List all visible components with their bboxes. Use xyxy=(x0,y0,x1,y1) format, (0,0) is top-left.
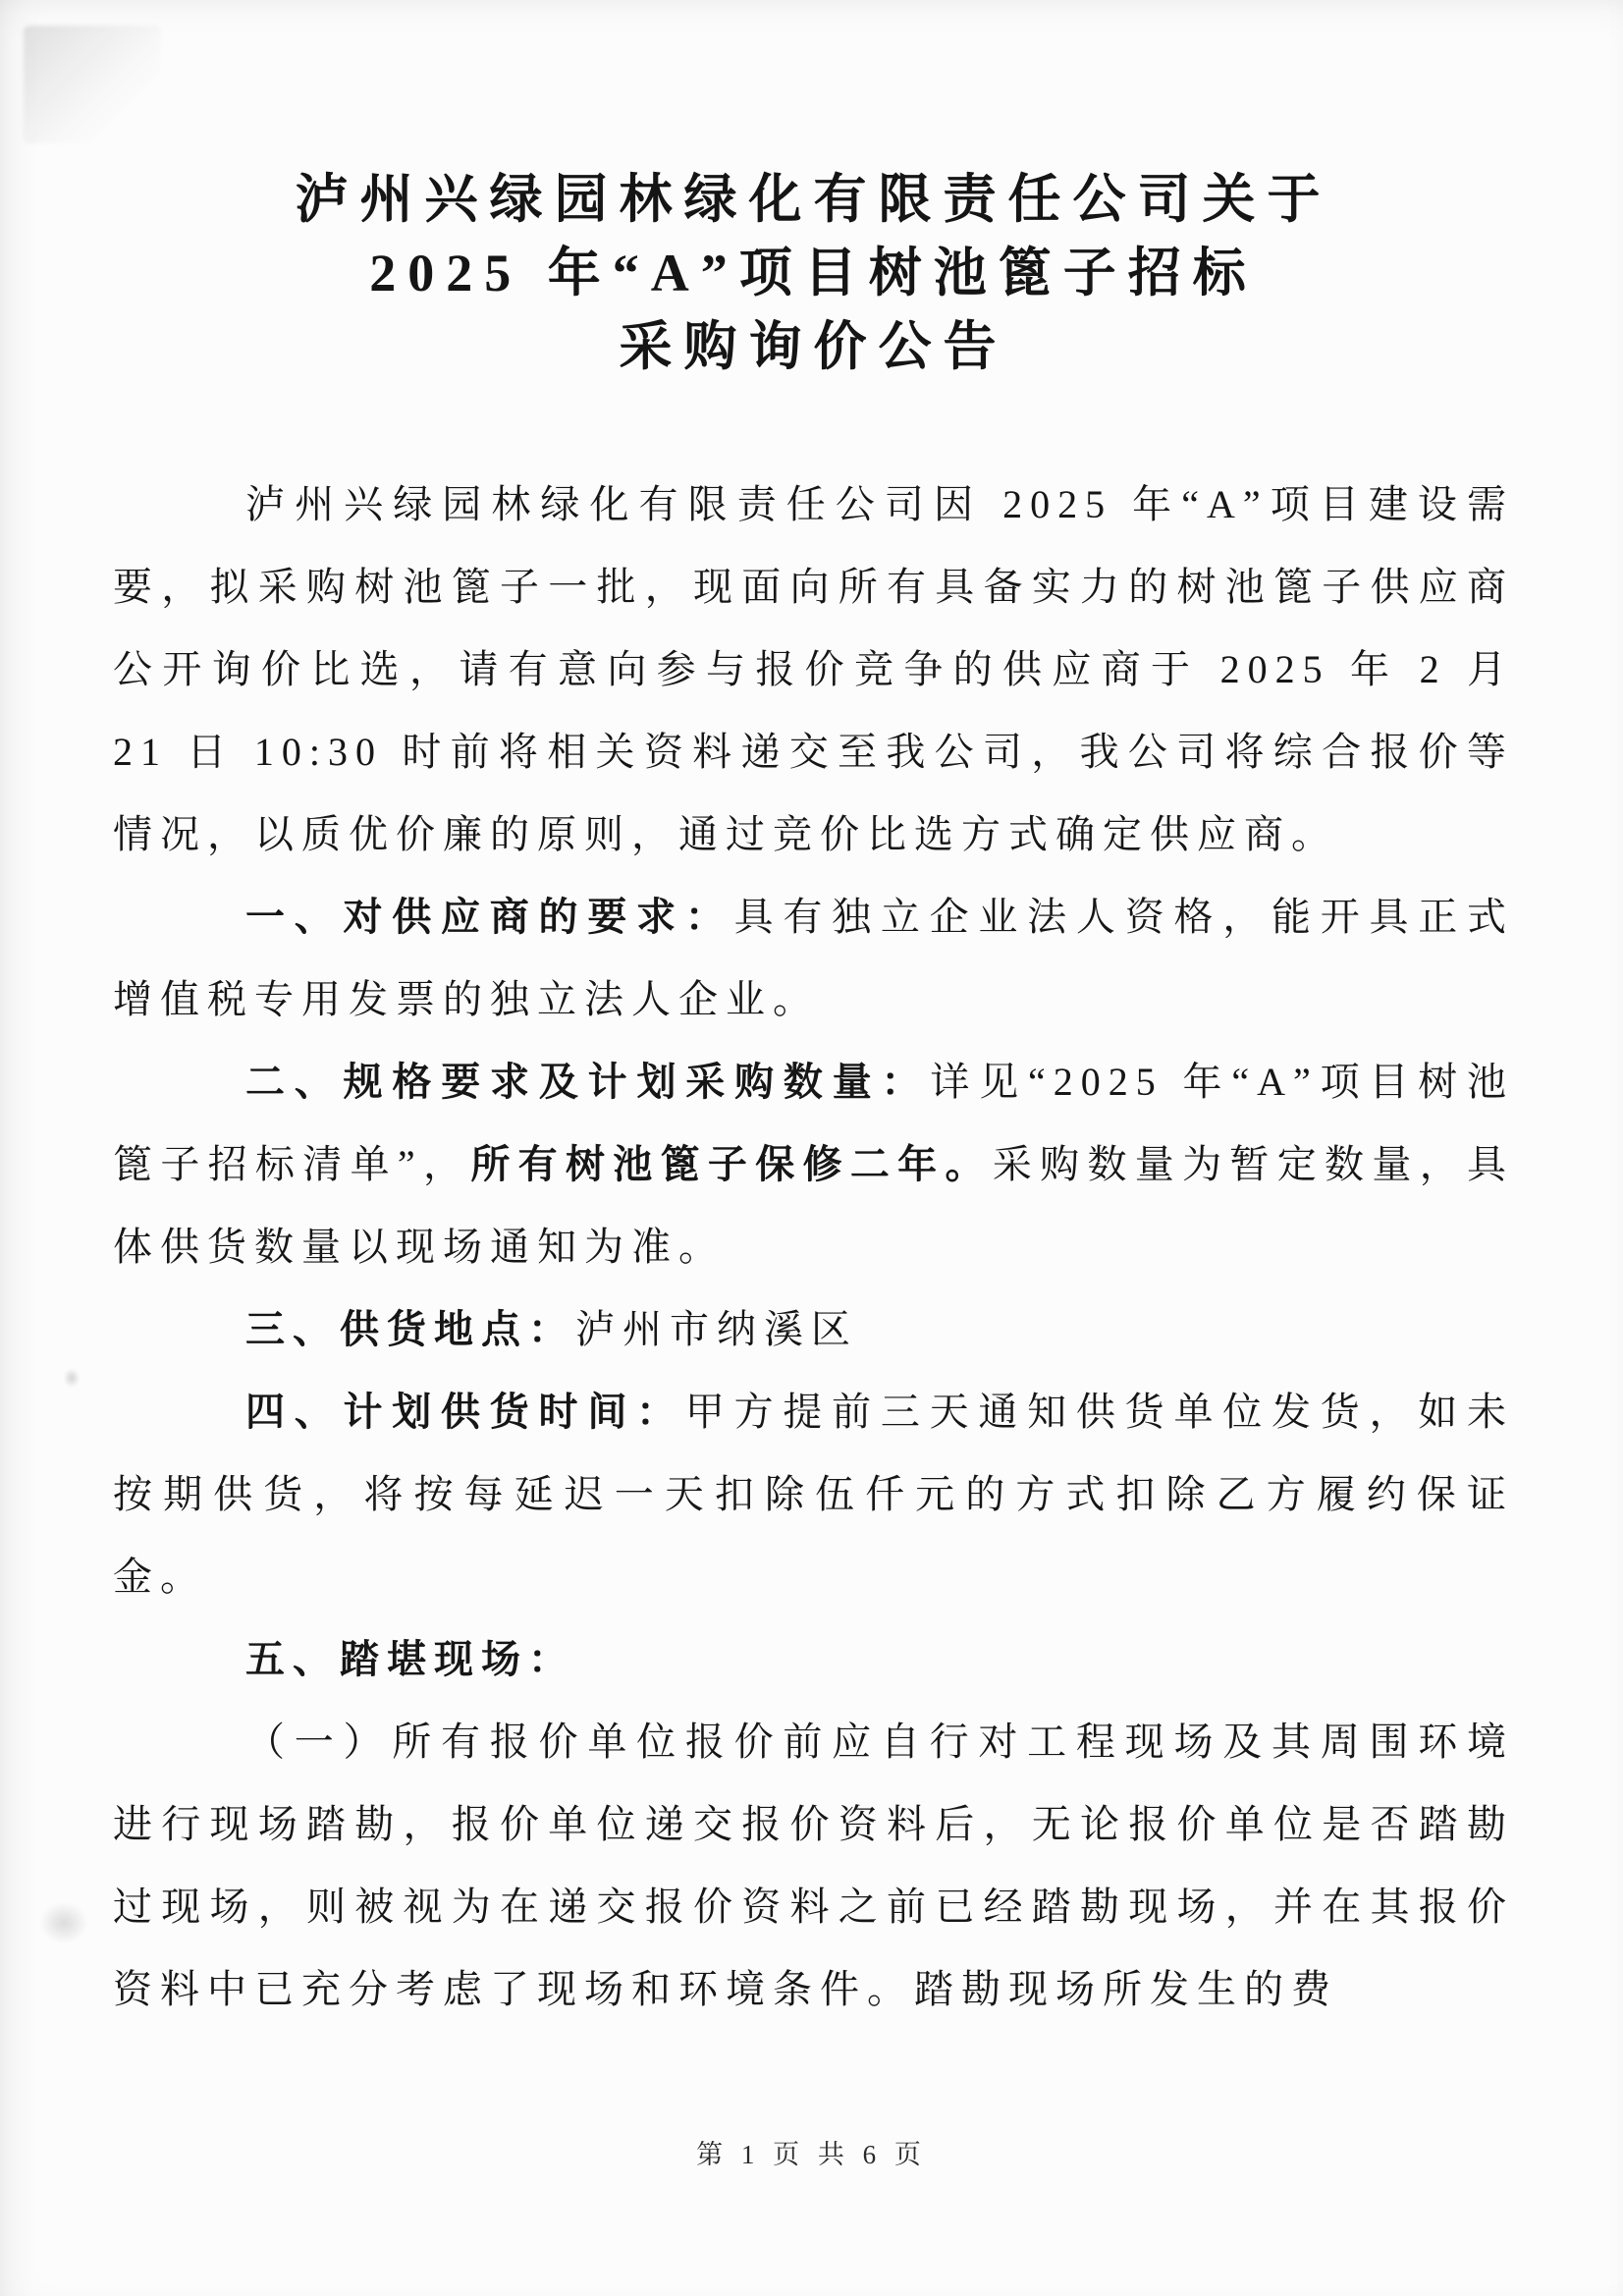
document-body xyxy=(113,464,1514,2031)
section-3-text: 泸州市纳溪区 xyxy=(575,1307,858,1351)
intro-paragraph xyxy=(113,464,1514,876)
document-title xyxy=(113,163,1514,384)
section-3-heading: 三、供货地点： xyxy=(245,1307,575,1351)
intro-text: 泸州兴绿园林绿化有限责任公司因 2025 年“A”项目建设需要，拟采购树池篦子一批，现面向所有具备实力的树池篦子供应商公开询价比选，请有意向参与报价竞争的供应商于 2025 年 2 月 21 日 10:30 时前将相关资料递交至我公司，我公司将综合报价等情况，以质优价廉的原则，通过竞价比选方式确定供应商。 xyxy=(113,482,1514,856)
section-5-heading: 五、踏堪现场： xyxy=(245,1637,575,1681)
scan-mark-artifact xyxy=(61,1365,82,1391)
section-1-text: 具有独立企业法人资格，能开具正式增值税专用发票的独立法人企业。 xyxy=(113,895,1515,1021)
section-3-paragraph xyxy=(113,1288,1514,1371)
scan-smudge-artifact xyxy=(29,1893,98,1952)
section-4-heading: 四、计划供货时间： xyxy=(245,1390,685,1434)
title-line-1: 泸州兴绿园林绿化有限责任公司关于 xyxy=(295,170,1332,229)
page-number-label: 第 1 页 共 6 页 xyxy=(696,2140,927,2169)
section-5-item-1-text: （一）所有报价单位报价前应自行对工程现场及其周围环境进行现场踏勘，报价单位递交报价资料后，无论报价单位是否踏勘过现场，则被视为在递交报价资料之前已经踏勘现场，并在其报价资料中已充分考虑了现场和环境条件。踏勘现场所发生的费 xyxy=(113,1720,1514,2011)
section-2-heading: 二、规格要求及计划采购数量： xyxy=(245,1060,931,1104)
section-5-heading-paragraph xyxy=(113,1618,1514,1701)
section-1-heading: 一、对供应商的要求： xyxy=(245,895,734,939)
section-2-paragraph xyxy=(113,1041,1514,1288)
section-2-text-2: 采购数量为暂定数量，具体供货数量以现场通知为准。 xyxy=(113,1142,1515,1269)
section-4-paragraph xyxy=(113,1371,1514,1618)
section-2-warranty-note: 所有树池篦子保修二年。 xyxy=(470,1142,993,1186)
section-1-paragraph xyxy=(113,876,1514,1041)
scan-corner-artifact xyxy=(24,26,161,143)
section-5-item-1-paragraph xyxy=(113,1701,1514,2031)
title-line-3: 采购询价公告 xyxy=(619,317,1008,376)
section-4-text: 甲方提前三天通知供货单位发货，如未按期供货，将按每延迟一天扣除伍仟元的方式扣除乙方履约保证金。 xyxy=(113,1390,1515,1599)
page-footer xyxy=(0,2133,1623,2171)
section-2-text-1: 详见“2025 年“A”项目树池篦子招标清单”， xyxy=(113,1060,1514,1186)
title-line-2: 2025 年“A”项目树池篦子招标 xyxy=(369,244,1258,302)
